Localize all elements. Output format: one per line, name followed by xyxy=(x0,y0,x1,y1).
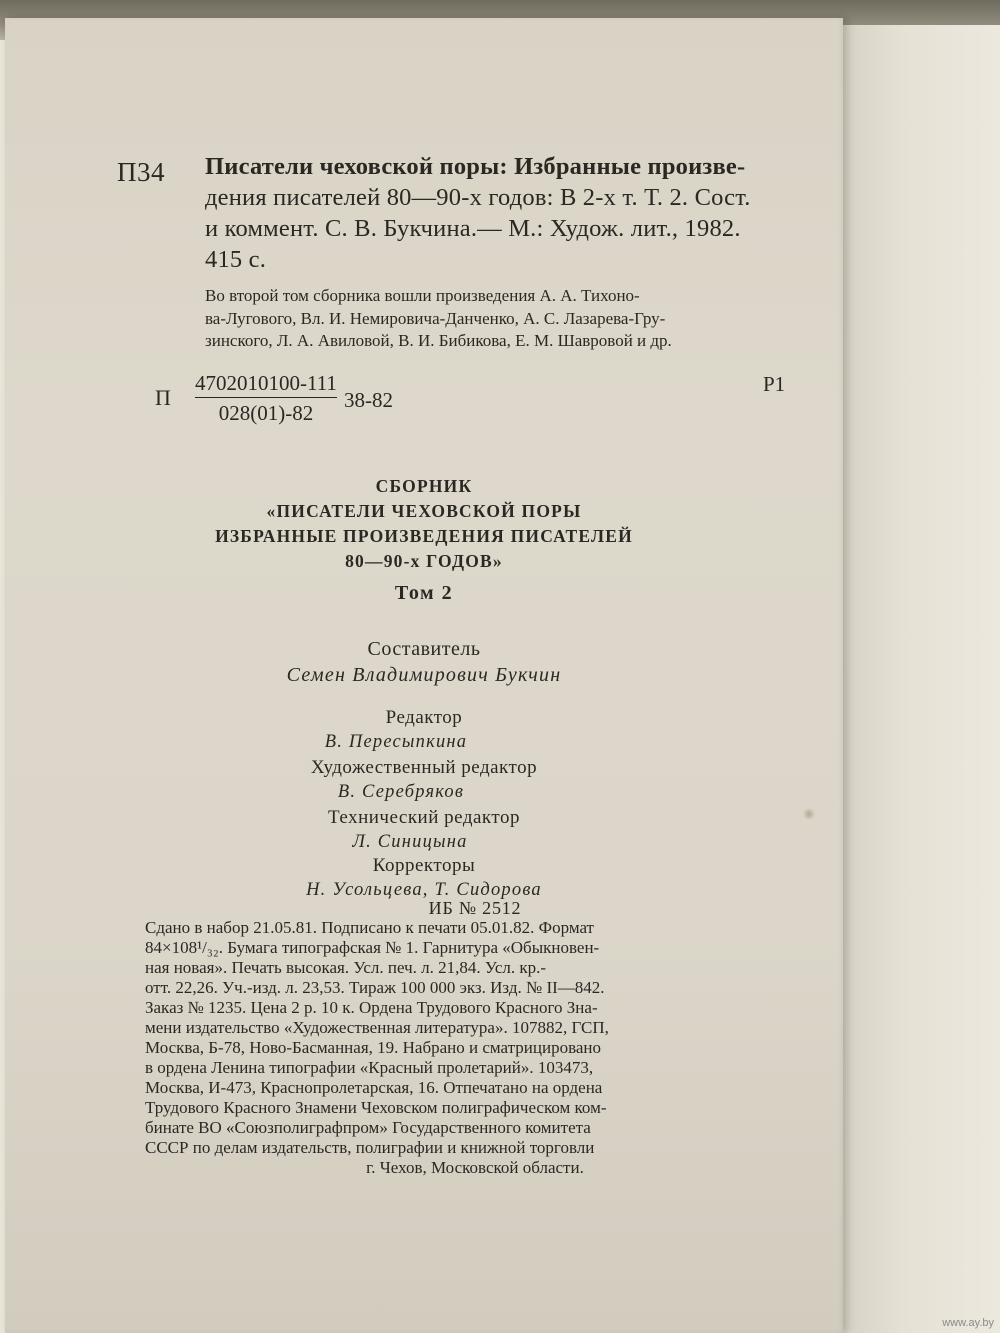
annotation-line: зинского, Л. А. Авиловой, В. И. Бибикова, Е. М. Шавровой и др. xyxy=(205,331,672,350)
index-letter: П xyxy=(155,385,171,410)
bib-line-3: и коммент. С. В. Букчина.— М.: Худож. лит., 1982. xyxy=(205,215,741,242)
imprint xyxy=(145,898,805,1178)
annotation-line: Во второй том сборника вошли произведения А. А. Тихоно- xyxy=(205,286,640,305)
imprint-line: в ордена Ленина типографии «Красный пролетарий». 103473, xyxy=(145,1058,594,1077)
credit-tech-editor xyxy=(5,806,843,854)
bib-line-4: 415 с. xyxy=(205,246,267,273)
index-suffix: 38-82 xyxy=(344,388,393,412)
credit-name: В. Пересыпкина xyxy=(324,732,468,752)
book-page xyxy=(5,18,843,1333)
credit-name: Н. Усольцева, Т. Сидорова xyxy=(306,880,542,900)
catalog-code: П34 xyxy=(117,157,165,187)
bibliographic-record xyxy=(205,151,815,275)
credit-role: Редактор xyxy=(385,707,463,728)
credit-role: Корректоры xyxy=(372,855,476,876)
series-title-line: СБОРНИК xyxy=(375,476,473,496)
series-title-line: 80—90-х ГОДОВ» xyxy=(345,551,503,571)
imprint-last-line: г. Чехов, Московской области. xyxy=(366,1158,584,1177)
credits xyxy=(5,636,843,902)
imprint-head: ИБ № 2512 xyxy=(428,898,522,918)
series-title-line: «ПИСАТЕЛИ ЧЕХОВСКОЙ ПОРЫ xyxy=(266,501,582,521)
imprint-line: Москва, Б-78, Ново-Басманная, 19. Набрано и сматрицировано xyxy=(145,1038,602,1057)
credit-proofreaders xyxy=(5,854,843,902)
index-fraction xyxy=(195,370,337,427)
index-numerator: 4702010100-111 xyxy=(195,371,337,395)
imprint-line: Трудового Красного Знамени Чеховском полиграфическом ком- xyxy=(145,1098,607,1117)
imprint-line: ная новая». Печать высокая. Усл. печ. л. 21,84. Усл. кр.- xyxy=(145,958,547,977)
series-title-line: ИЗБРАННЫЕ ПРОИЗВЕДЕНИЯ ПИСАТЕЛЕЙ xyxy=(215,526,633,546)
series-title xyxy=(5,474,843,574)
imprint-line: 84×108¹/₃₂. Бумага типографская № 1. Гарнитура «Обыкновен- xyxy=(145,938,600,957)
credit-compiler xyxy=(5,636,843,688)
index-right-code: Р1 xyxy=(763,372,786,396)
imprint-line: Москва, И-473, Краснопролетарская, 16. Отпечатано на ордена xyxy=(145,1078,603,1097)
imprint-line: Заказ № 1235. Цена 2 р. 10 к. Ордена Трудового Красного Зна- xyxy=(145,998,598,1017)
paper-stain xyxy=(802,808,816,820)
credit-role: Технический редактор xyxy=(328,807,520,828)
imprint-line: бинате ВО «Союзполиграфпром» Государственного комитета xyxy=(145,1118,591,1137)
credit-role: Составитель xyxy=(367,638,481,660)
credit-editor xyxy=(5,706,843,754)
bib-line-2: дения писателей 80—90-х годов: В 2-х т. Т. 2. Сост. xyxy=(205,184,751,211)
index-denominator: 028(01)-82 xyxy=(195,397,337,427)
credit-name: В. Серебряков xyxy=(337,782,465,802)
annotation xyxy=(205,285,805,353)
adjacent-page xyxy=(840,25,1000,1333)
bib-line-1: Писатели чеховской поры: Избранные произве- xyxy=(205,153,746,180)
imprint-line: Сдано в набор 21.05.81. Подписано к печати 05.01.82. Формат xyxy=(145,918,594,937)
imprint-line: отт. 22,26. Уч.-изд. л. 23,53. Тираж 100 000 экз. Изд. № II—842. xyxy=(145,978,605,997)
annotation-line: ва-Лугового, Вл. И. Немировича-Данченко, А. С. Лазарева-Гру- xyxy=(205,308,666,328)
credit-art-editor xyxy=(5,756,843,804)
credit-role: Художественный редактор xyxy=(310,757,538,778)
volume-number: Том 2 xyxy=(394,582,454,604)
imprint-line: мени издательство «Художественная литература». 107882, ГСП, xyxy=(145,1018,609,1037)
imprint-line: СССР по делам издательств, полиграфии и книжной торговли xyxy=(145,1138,595,1157)
credit-name: Семен Владимирович Букчин xyxy=(286,664,562,686)
credit-name: Л. Синицына xyxy=(352,832,468,852)
watermark: www.ay.by xyxy=(942,1317,994,1329)
